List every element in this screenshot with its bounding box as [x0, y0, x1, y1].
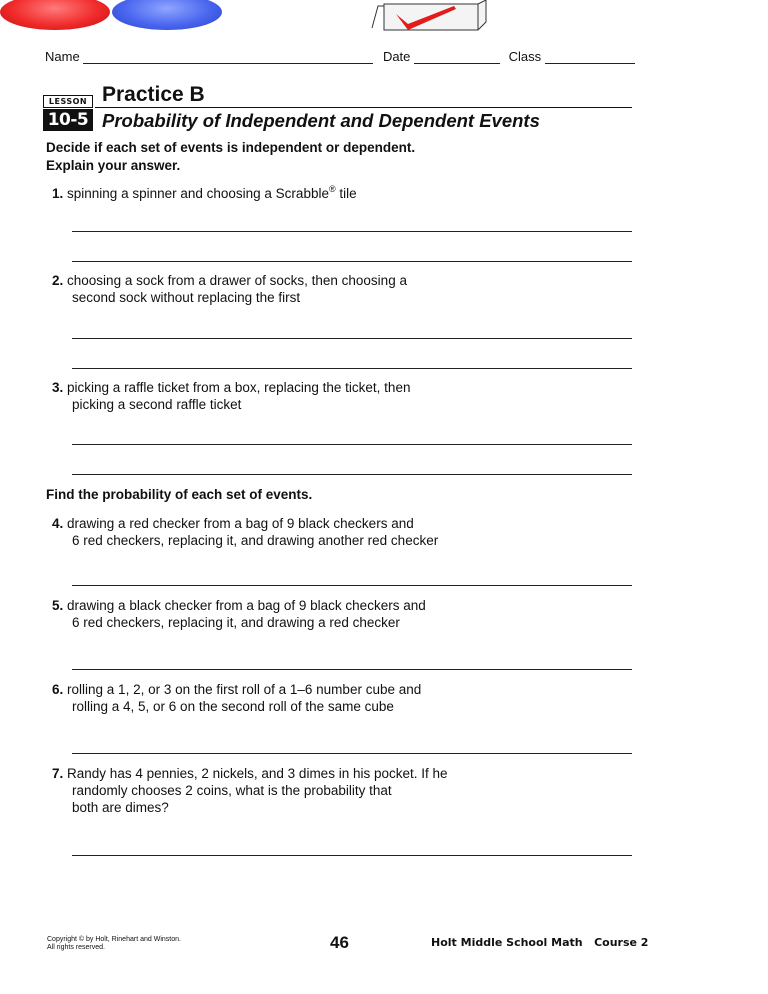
answer-line[interactable] [72, 585, 632, 586]
question-text: picking a second raffle ticket [72, 397, 242, 412]
question-text: drawing a red checker from a bag of 9 black checkers and [67, 516, 414, 531]
question-text: tile [335, 186, 357, 201]
date-label: Date [382, 49, 411, 64]
copyright-line: All rights reserved. [47, 944, 105, 951]
book-title: Holt Middle School Math Course 2 [431, 936, 649, 949]
question-4 [52, 515, 438, 549]
class-field[interactable] [545, 50, 635, 64]
title-divider [95, 107, 632, 108]
class-label: Class [508, 49, 542, 64]
answer-line[interactable] [72, 753, 632, 754]
section1-instructions [46, 139, 415, 175]
question-text: rolling a 4, 5, or 6 on the second roll of the same cube [72, 699, 394, 714]
question-number: 1. [52, 186, 64, 201]
name-field[interactable] [83, 50, 373, 64]
question-text: randomly chooses 2 coins, what is the probability that [72, 783, 392, 798]
lesson-number: 10-5 [43, 109, 93, 131]
question-text: second sock without replacing the first [72, 290, 301, 305]
answer-line[interactable] [72, 338, 632, 339]
question-text: Randy has 4 pennies, 2 nickels, and 3 dimes in his pocket. If he [67, 766, 448, 781]
question-2 [52, 272, 407, 306]
answer-line[interactable] [72, 474, 632, 475]
question-text: picking a raffle ticket from a box, replacing the ticket, then [67, 380, 411, 395]
answer-line[interactable] [72, 669, 632, 670]
question-text: choosing a sock from a drawer of socks, then choosing a [67, 273, 407, 288]
checkmark-box-icon [368, 0, 490, 34]
answer-line[interactable] [72, 231, 632, 232]
answer-line[interactable] [72, 368, 632, 369]
answer-line[interactable] [72, 261, 632, 262]
page-title: Practice B [102, 83, 205, 106]
page-number: 46 [330, 933, 349, 952]
page-subtitle: Probability of Independent and Dependent Events [102, 110, 540, 131]
lesson-tag: LESSON [43, 95, 93, 108]
question-text: both are dimes? [72, 800, 169, 815]
question-text: rolling a 1, 2, or 3 on the first roll of a 1–6 number cube and [67, 682, 422, 697]
instruction-line: Explain your answer. [46, 158, 181, 173]
question-6 [52, 681, 421, 715]
answer-line[interactable] [72, 855, 632, 856]
question-text: drawing a black checker from a bag of 9 black checkers and [67, 598, 426, 613]
question-text: spinning a spinner and choosing a Scrabble [67, 186, 329, 201]
question-1 [52, 181, 357, 202]
copyright-line: Copyright © by Holt, Rinehart and Winston. [47, 936, 181, 943]
question-text: 6 red checkers, replacing it, and drawing a red checker [72, 615, 400, 630]
question-text: 6 red checkers, replacing it, and drawing another red checker [72, 533, 439, 548]
name-label: Name [45, 49, 80, 64]
question-number: 5. [52, 598, 64, 613]
question-5 [52, 597, 426, 631]
answer-line[interactable] [72, 444, 632, 445]
name-date-class-line [45, 49, 635, 64]
red-oval-decoration [0, 0, 110, 30]
registered-mark: ® [328, 184, 336, 194]
question-number: 2. [52, 273, 64, 288]
instruction-line: Decide if each set of events is independent or dependent. [46, 140, 416, 155]
date-field[interactable] [414, 50, 500, 64]
section2-instructions: Find the probability of each set of events. [46, 487, 313, 502]
blue-oval-decoration [112, 0, 222, 30]
question-number: 4. [52, 516, 64, 531]
question-number: 6. [52, 682, 64, 697]
question-number: 7. [52, 766, 64, 781]
question-3 [52, 379, 410, 413]
copyright-notice [47, 936, 181, 952]
question-number: 3. [52, 380, 64, 395]
question-7 [52, 765, 448, 816]
